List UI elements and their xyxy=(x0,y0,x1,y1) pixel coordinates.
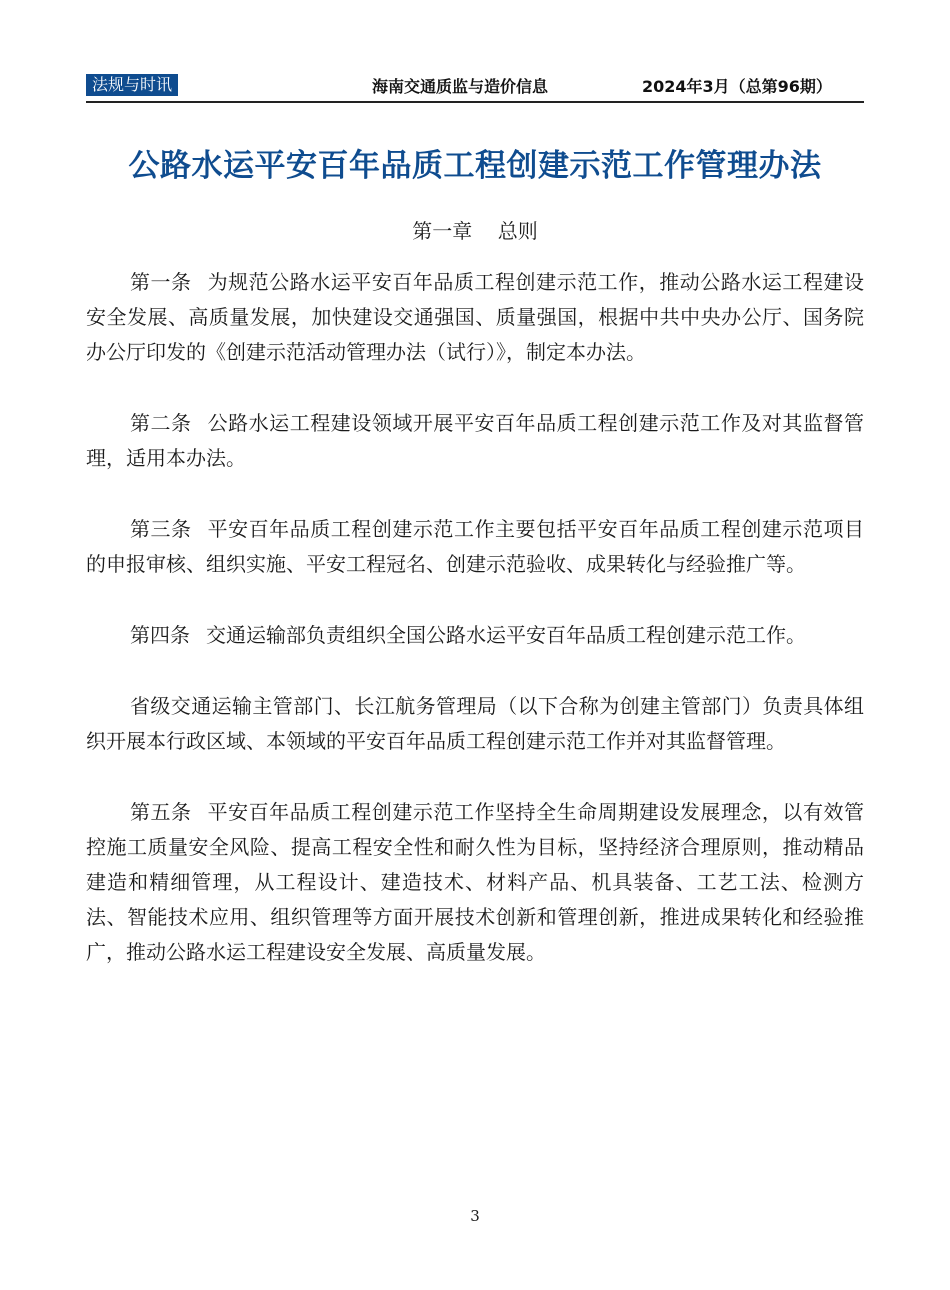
page-header xyxy=(86,72,864,102)
issue-info: 2024年3月（总第96期） xyxy=(642,77,832,96)
article-text: 公路水运工程建设领域开展平安百年品质工程创建示范工作及对其监督管理，适用本办法。 xyxy=(86,411,865,470)
article-paragraph xyxy=(86,406,864,476)
section-tag: 法规与时讯 xyxy=(86,74,178,96)
paragraph-text: 省级交通运输主管部门、长江航务管理局（以下合称为创建主管部门）负责具体组织开展本行政区域、本领域的平安百年品质工程创建示范工作并对其监督管理。 xyxy=(86,694,864,753)
journal-name: 海南交通质监与造价信息 xyxy=(372,77,549,96)
body-paragraph xyxy=(86,689,864,759)
article-paragraph xyxy=(86,512,864,582)
article-text: 平安百年品质工程创建示范工作坚持全生命周期建设发展理念，以有效管控施工质量安全风险、提高工程安全性和耐久性为目标，坚持经济合理原则，推动精品建造和精细管理，从工程设计、建造技术、材料产品、机具装备、工艺工法、检测方法、智能技术应用、组织管理等方面开展技术创新和管理创新，推进成果转化和经验推广，推动公路水运工程建设安全发展、高质量发展。 xyxy=(86,800,865,964)
article-number: 第二条 xyxy=(130,411,192,435)
chapter-heading: 第一章 总则 xyxy=(412,219,538,243)
article-number: 第一条 xyxy=(130,270,192,294)
article-number: 第四条 xyxy=(130,623,190,647)
document-title: 公路水运平安百年品质工程创建示范工作管理办法 xyxy=(128,148,822,184)
article-text: 为规范公路水运平安百年品质工程创建示范工作，推动公路水运工程建设安全发展、高质量发展，加快建设交通强国、质量强国，根据中共中央办公厅、国务院办公厅印发的《创建示范活动管理办法（试行）》，制定本办法。 xyxy=(86,270,865,364)
article-text: 平安百年品质工程创建示范工作主要包括平安百年品质工程创建示范项目的申报审核、组织实施、平安工程冠名、创建示范验收、成果转化与经验推广等。 xyxy=(86,517,865,576)
page-number: 3 xyxy=(470,1207,480,1225)
article-number: 第五条 xyxy=(130,800,192,824)
document-body xyxy=(86,265,864,1006)
article-text: 交通运输部负责组织全国公路水运平安百年品质工程创建示范工作。 xyxy=(206,623,806,647)
article-paragraph xyxy=(86,795,864,970)
article-number: 第三条 xyxy=(130,517,192,541)
article-paragraph xyxy=(86,265,864,370)
article-paragraph xyxy=(86,618,864,653)
header-rule xyxy=(86,101,864,103)
